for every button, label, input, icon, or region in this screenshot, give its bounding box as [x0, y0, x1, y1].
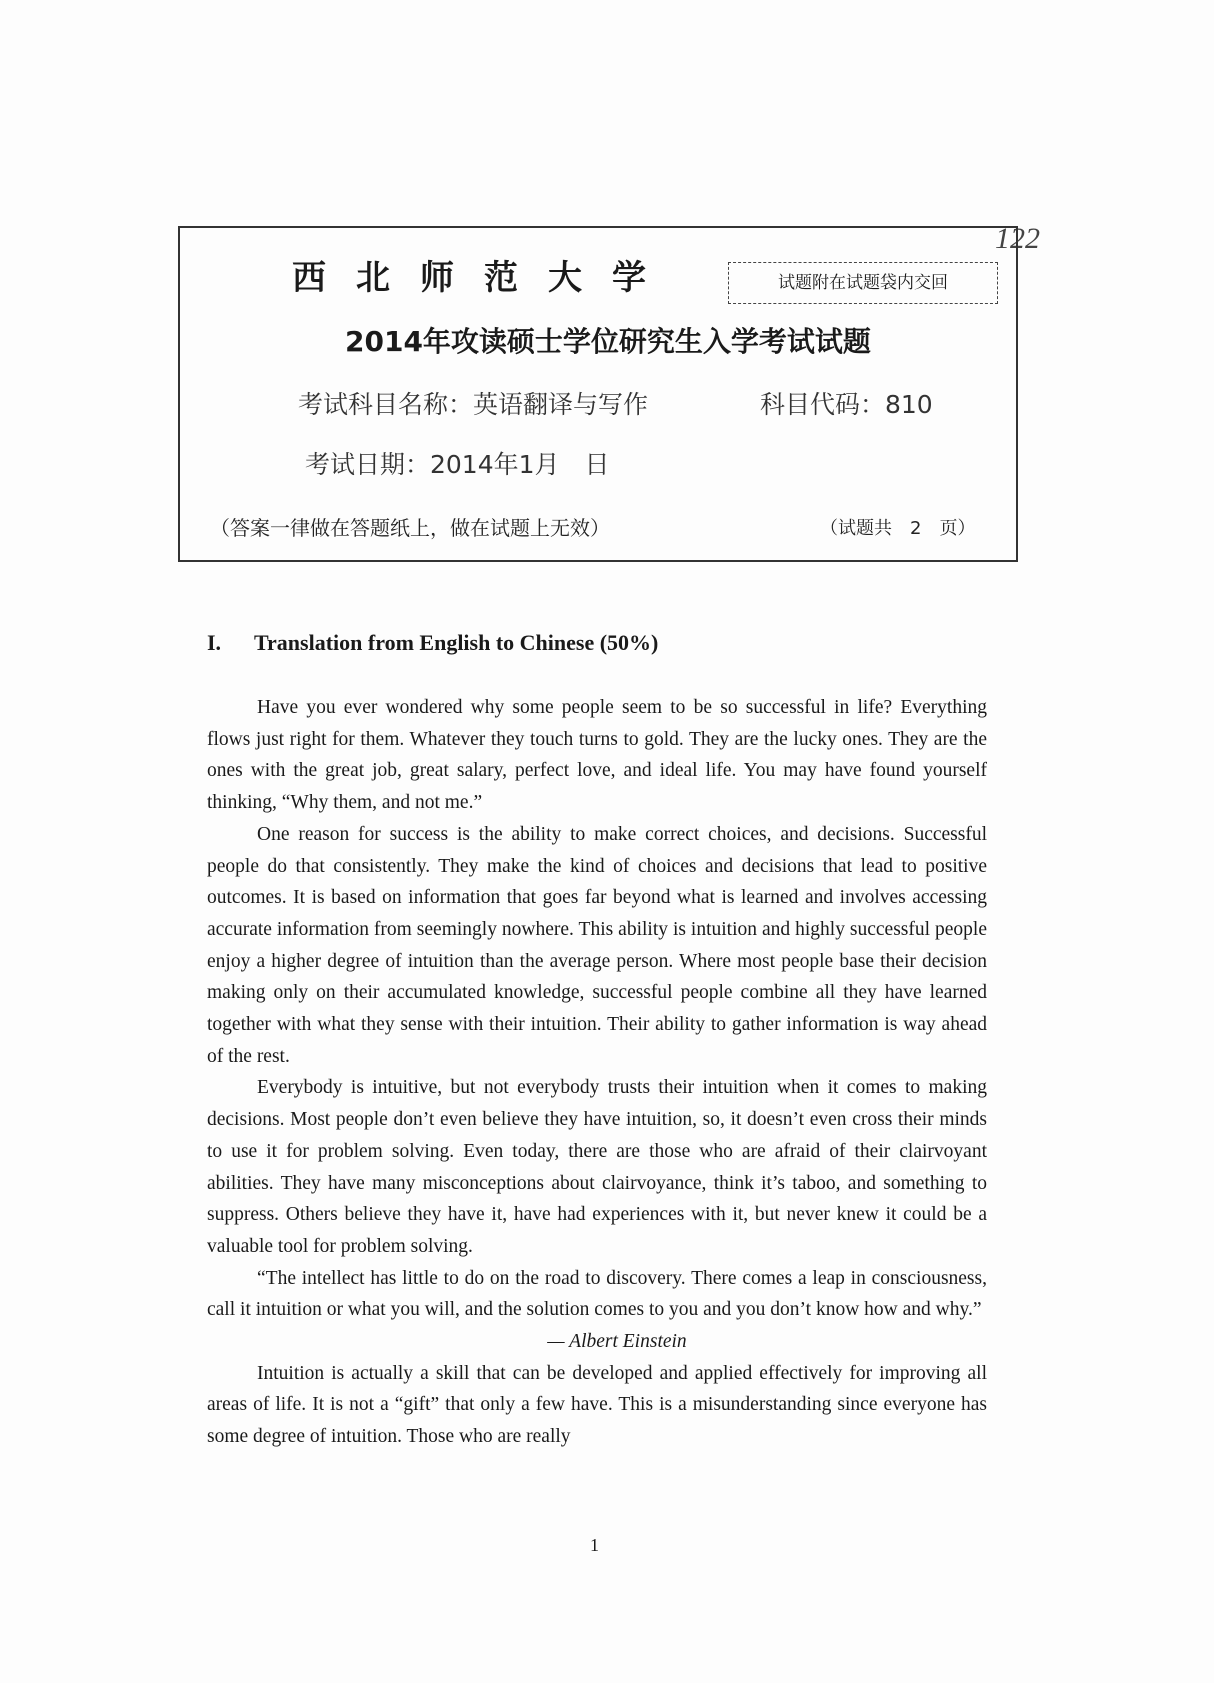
- exam-title: 2014年攻读硕士学位研究生入学考试试题: [345, 325, 871, 358]
- section-heading: [207, 630, 658, 656]
- quote-paragraph: “The intellect has little to do on the road to discovery. There comes a leap in consciousness, call it intuition or what you will, and the solution comes to you and you don’t know how and why.”: [207, 1267, 987, 1321]
- quote-attribution: — Albert Einstein: [547, 1331, 687, 1353]
- page-number: 1: [590, 1535, 599, 1555]
- exam-date: 考试日期：2014年1月 日: [305, 450, 610, 479]
- paragraph: Intuition is actually a skill that can be developed and applied effectively for improving all areas of life. It is not a “gift” that only a few have. This is a misunderstanding since everyone has some degree of intuition. Those who are really: [207, 1362, 987, 1448]
- section-title: Translation from English to Chinese (50%): [254, 630, 659, 655]
- passage: [207, 692, 987, 1453]
- subject-code: 科目代码：810: [760, 390, 933, 419]
- answer-instruction: （答案一律做在答题纸上，做在试题上无效）: [210, 516, 610, 540]
- handwritten-page-mark: 122: [995, 222, 1040, 255]
- page-count: （试题共 2 页）: [820, 518, 976, 539]
- paragraph: One reason for success is the ability to make correct choices, and decisions. Successful people do that consistently. They make the kind of choices and decisions that lead to positive outcomes. It is based on information that goes far beyond what is learned and involves accessing accurate information from seemingly nowhere. This ability is intuition and highly successful people enjoy a higher degree of intuition than the average person. Where most people base their decision making only on their accumulated knowledge, successful people combine all they have learned together with what they sense with their intuition. Their ability to gather information is way ahead of the rest.: [207, 823, 987, 1067]
- paragraph: Everybody is intuitive, but not everybody trusts their intuition when it comes to making decisions. Most people don’t even believe they have intuition, so, it doesn’t even cross their minds to use it for problem solving. Even today, there are those who are afraid of their clairvoyant abilities. They have many misconceptions about clairvoyance, think it’s taboo, and something to suppress. Others believe they have it, have had experiences with it, but never knew it could be a valuable tool for problem solving.: [207, 1077, 987, 1257]
- paragraph: Have you ever wondered why some people seem to be so successful in life? Everything flows just right for them. Whatever they touch turns to gold. They are the lucky ones. They are the ones with the great job, great salary, perfect love, and ideal life. You may have found yourself thinking, “Why them, and not me.”: [207, 697, 987, 814]
- section-number: I.: [207, 630, 222, 655]
- subject-name: 考试科目名称：英语翻译与写作: [298, 390, 649, 419]
- university-name: 西北师范大学: [292, 258, 676, 298]
- submission-notice: 试题附在试题袋内交回: [728, 262, 998, 304]
